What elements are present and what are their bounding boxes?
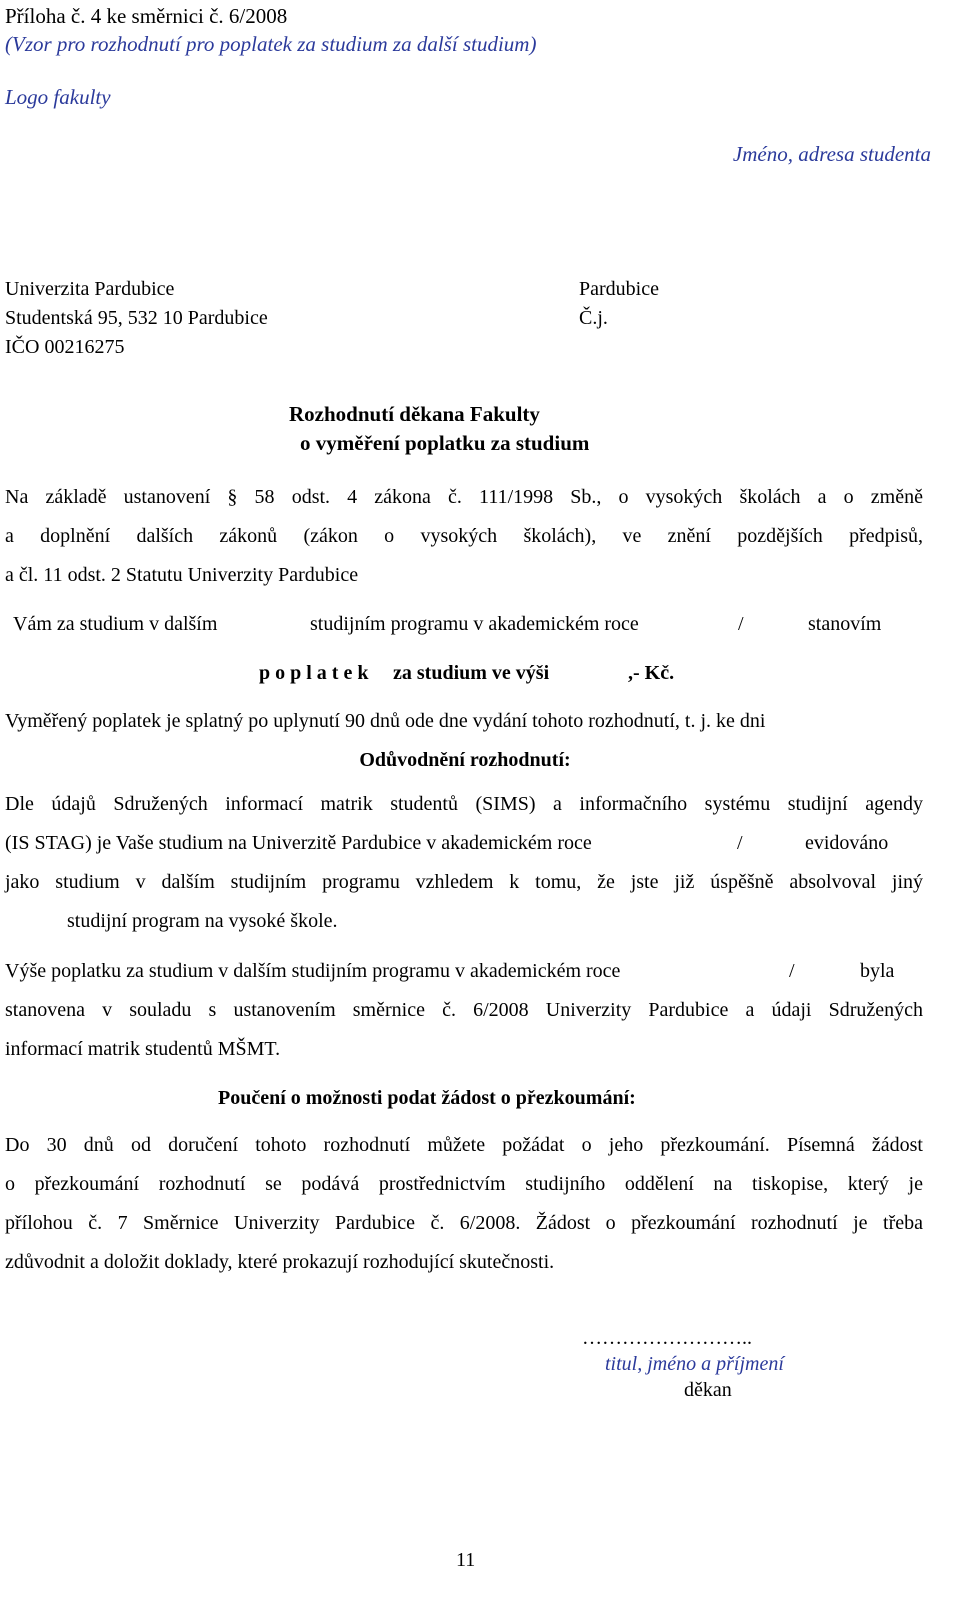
reasoning-p2-line-1a: Výše poplatku za studium v dalším studijním programu v akademickém roce [5,960,621,982]
reasoning-p2-line-2: stanovena v souladu s ustanovením směrnice č. 6/2008 Univerzity Pardubice a údaji Sdružených [5,999,923,1021]
fee-currency: ,- Kč. [628,662,675,684]
instruction-line-1: Do 30 dnů od doručení tohoto rozhodnutí můžete požádat o jeho přezkoumání. Písemná žádost [5,1134,923,1156]
decision-subtitle: o vyměření poplatku za studium [300,431,590,455]
instruction-line-3: přílohou č. 7 Směrnice Univerzity Pardubice č. 6/2008. Žádost o přezkoumání rozhodnutí je třeba [5,1212,923,1234]
sender-address: Studentská 95, 532 10 Pardubice [5,307,268,329]
basis-line-2: a doplnění dalších zákonů (zákon o vysokých školách), ve znění pozdějších předpisů, [5,525,923,547]
sender-ico: IČO 00216275 [5,336,125,358]
reasoning-p1-line-3: jako studium v dalším studijním programu vzhledem k tomu, že jste již úspěšně absolvoval jiný [5,871,923,893]
reasoning-p1-line-2c: evidováno [805,832,889,854]
reasoning-year-separator: / [737,832,743,854]
reasoning-p1-line-1: Dle údajů Sdružených informací matrik studentů (SIMS) a informačního systému studijní agendy [5,793,923,815]
fee-text: za studium ve výši [393,662,550,684]
decision-year-separator: / [738,613,744,635]
reasoning-p2-line-1c: byla [860,960,895,982]
instruction-heading: Poučení o možnosti podat žádost o přezkoumání: [218,1087,636,1109]
fee-word: p o p l a t e k [259,662,369,684]
basis-line-3: a čl. 11 odst. 2 Statutu Univerzity Pardubice [5,564,359,586]
reasoning-p2-year-separator: / [789,960,795,982]
reasoning-heading: Odůvodnění rozhodnutí: [359,749,571,771]
decision-text-a: Vám za studium v dalším [13,613,218,635]
template-note: (Vzor pro rozhodnutí pro poplatek za studium za další studium) [5,32,537,56]
due-date-text: Vyměřený poplatek je splatný po uplynutí 90 dnů ode dne vydání tohoto rozhodnutí, t. j. ke dni [5,710,766,732]
signature-dots: …………………….. [582,1327,752,1349]
reasoning-p2-line-3: informací matrik studentů MŠMT. [5,1038,281,1060]
attachment-line: Příloha č. 4 ke směrnici č. 6/2008 [5,4,288,28]
signature-name-placeholder: titul, jméno a příjmení [605,1353,784,1375]
reasoning-p1-line-2a: (IS STAG) je Vaše studium na Univerzitě Pardubice v akademickém roce [5,832,592,854]
instruction-line-4: zdůvodnit a doložit doklady, které prokazují rozhodující skutečnosti. [5,1251,555,1273]
page-number: 11 [456,1549,476,1571]
signature-role: děkan [684,1379,732,1401]
decision-text-d: stanovím [808,613,882,635]
decision-title: Rozhodnutí děkana Fakulty [289,402,540,426]
student-address-placeholder: Jméno, adresa studenta [732,142,931,166]
instruction-line-2: o přezkoumání rozhodnutí se podává prostřednictvím studijního oddělení na tiskopise, který je [5,1173,923,1195]
sender-name: Univerzita Pardubice [5,278,175,300]
logo-placeholder: Logo fakulty [5,85,111,109]
reference-number: Č.j. [579,307,608,329]
reasoning-p1-line-4: studijní program na vysoké škole. [67,910,338,932]
decision-text-b: studijním programu v akademickém roce [310,613,639,635]
basis-line-1: Na základě ustanovení § 58 odst. 4 zákona č. 111/1998 Sb., o vysokých školách a o změně [5,486,923,508]
place-city: Pardubice [579,278,659,300]
